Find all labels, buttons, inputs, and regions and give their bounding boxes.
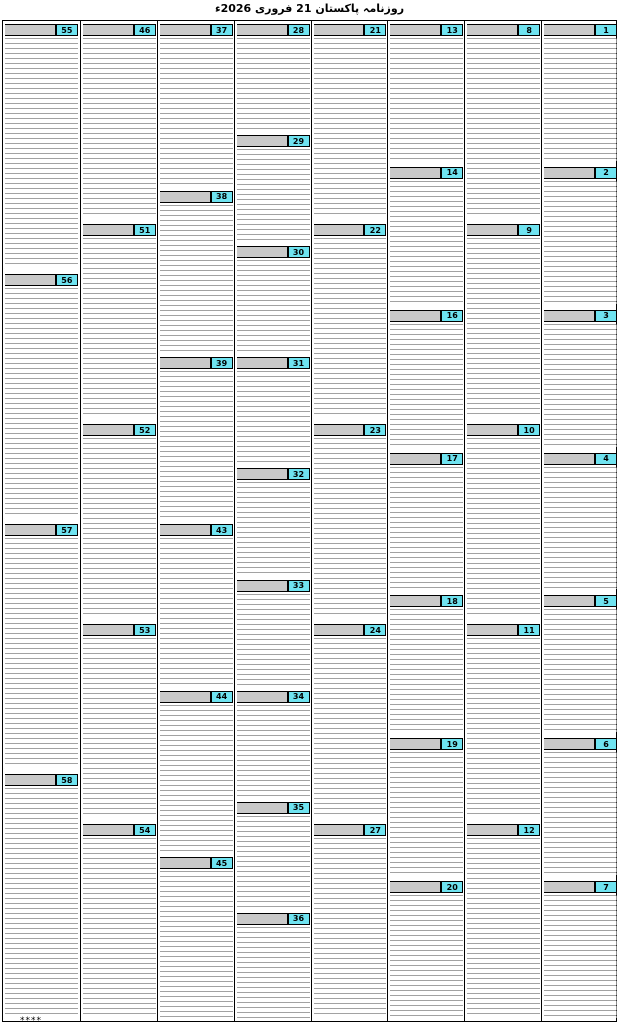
notice-header (237, 246, 310, 258)
notice-column (464, 21, 542, 1021)
notice-header (237, 913, 310, 925)
notice-header (314, 424, 387, 436)
notice-block (5, 274, 78, 518)
notice-header-bar (160, 857, 211, 869)
notice-block (237, 357, 310, 462)
notice-number: 27 (364, 824, 386, 836)
notice-header-bar (83, 24, 134, 36)
notice-header-bar (160, 357, 211, 369)
notice-block (467, 24, 540, 218)
notice-block (314, 24, 387, 218)
notice-block (467, 824, 540, 1018)
notice-header-bar (544, 738, 595, 750)
notice-body-text (467, 638, 540, 818)
notice-header-bar (390, 24, 441, 36)
notice-number: 44 (211, 691, 233, 703)
notice-block (237, 802, 310, 907)
notice-number: 43 (211, 524, 233, 536)
notice-block (467, 224, 540, 418)
notice-body-text (237, 705, 310, 796)
notice-header-bar (544, 310, 595, 322)
notice-block (237, 135, 310, 240)
notice-body-text (544, 181, 617, 304)
notice-header-bar (314, 624, 365, 636)
notice-header-bar (5, 24, 56, 36)
notice-header (467, 224, 540, 236)
notice-block (83, 424, 156, 618)
notice-body-text (237, 594, 310, 685)
notice-header-bar (544, 881, 595, 893)
notice-header (83, 424, 156, 436)
notice-body-text (467, 38, 540, 218)
notice-body-text (390, 38, 463, 161)
notice-block (544, 24, 617, 161)
notice-body-text (83, 438, 156, 618)
notice-header (390, 24, 463, 36)
notice-block (237, 24, 310, 129)
notice-header (390, 738, 463, 750)
notice-body-text (83, 38, 156, 218)
notice-number: 21 (364, 24, 386, 36)
notice-header-bar (160, 524, 211, 536)
notice-header-bar (237, 357, 288, 369)
notice-number: 34 (288, 691, 310, 703)
notice-number: 13 (441, 24, 463, 36)
notice-header (390, 881, 463, 893)
notice-header (5, 24, 78, 36)
notice-number: 28 (288, 24, 310, 36)
notice-number: 37 (211, 24, 233, 36)
notice-column (311, 21, 389, 1021)
notice-block (160, 191, 233, 352)
notice-column (387, 21, 465, 1021)
notice-body-text (160, 871, 233, 1018)
notice-column (157, 21, 235, 1021)
notice-block (314, 424, 387, 618)
notice-number: 56 (56, 274, 78, 286)
notice-body-text (390, 467, 463, 590)
notice-body-text (390, 752, 463, 875)
notice-header (467, 624, 540, 636)
notice-number: 36 (288, 913, 310, 925)
notice-body-text (544, 895, 617, 1018)
notice-header (467, 24, 540, 36)
notice-header-bar (237, 580, 288, 592)
notice-block (544, 453, 617, 590)
notice-header (83, 224, 156, 236)
notice-header-bar (5, 524, 56, 536)
notice-column (80, 21, 158, 1021)
notice-body-text (237, 260, 310, 351)
notice-header (390, 453, 463, 465)
notice-number: 33 (288, 580, 310, 592)
notice-body-text (390, 324, 463, 447)
notice-header (544, 881, 617, 893)
notice-number: 10 (518, 424, 540, 436)
notice-body-text (83, 838, 156, 1018)
notice-number: 1 (595, 24, 617, 36)
notice-header-bar (390, 167, 441, 179)
notice-block (160, 691, 233, 852)
notice-body-text (160, 205, 233, 352)
notice-number: 17 (441, 453, 463, 465)
notice-header-bar (467, 624, 518, 636)
notice-header-bar (237, 135, 288, 147)
notice-body-text (160, 538, 233, 685)
notice-header (390, 595, 463, 607)
notice-block (544, 738, 617, 875)
notice-block (314, 224, 387, 418)
notice-number: 30 (288, 246, 310, 258)
notice-header (544, 595, 617, 607)
notice-body-text (390, 181, 463, 304)
notice-header (5, 274, 78, 286)
classified-notices-page (2, 20, 617, 1022)
notice-number: 20 (441, 881, 463, 893)
notice-number: 45 (211, 857, 233, 869)
notice-body-text (467, 838, 540, 1018)
notice-number: 55 (56, 24, 78, 36)
notice-column (541, 21, 619, 1021)
notice-header-bar (237, 913, 288, 925)
notice-number: 7 (595, 881, 617, 893)
notice-body-text (83, 238, 156, 418)
notice-body-text (544, 38, 617, 161)
notice-body-text (544, 467, 617, 590)
notice-body-text (390, 609, 463, 732)
notice-header (390, 310, 463, 322)
notice-body-text (237, 38, 310, 129)
notice-header (467, 824, 540, 836)
notice-header-bar (237, 802, 288, 814)
notice-header-bar (237, 24, 288, 36)
notice-block (390, 24, 463, 161)
notice-header-bar (390, 738, 441, 750)
notice-number: 9 (518, 224, 540, 236)
notice-header (237, 691, 310, 703)
notice-block (160, 857, 233, 1018)
notice-block (160, 357, 233, 518)
notice-block (390, 453, 463, 590)
notice-number: 14 (441, 167, 463, 179)
notice-body-text (314, 38, 387, 218)
notice-number: 58 (56, 774, 78, 786)
notice-header (314, 824, 387, 836)
notice-number: 4 (595, 453, 617, 465)
notice-block (467, 424, 540, 618)
notice-body-text (237, 371, 310, 462)
notice-block (237, 691, 310, 796)
notice-block (544, 595, 617, 732)
notice-column (3, 21, 80, 1021)
notice-body-text (83, 638, 156, 818)
notice-block (390, 595, 463, 732)
notice-body-text (544, 752, 617, 875)
notice-header-bar (390, 310, 441, 322)
notice-header (544, 738, 617, 750)
notice-header (544, 310, 617, 322)
notice-header-bar (467, 24, 518, 36)
notice-number: 6 (595, 738, 617, 750)
notice-block (160, 24, 233, 185)
notice-block (390, 310, 463, 447)
notice-number: 22 (364, 224, 386, 236)
notice-number: 35 (288, 802, 310, 814)
notice-body-text (237, 482, 310, 573)
notice-number: 51 (134, 224, 156, 236)
notice-block (83, 24, 156, 218)
notice-body-text (5, 538, 78, 768)
notice-header-bar (390, 881, 441, 893)
notice-body-text (160, 705, 233, 852)
notice-header-bar (160, 24, 211, 36)
notice-body-text (467, 438, 540, 618)
notice-number: 5 (595, 595, 617, 607)
notice-block (83, 224, 156, 418)
notice-header (314, 624, 387, 636)
notice-header (237, 24, 310, 36)
notice-body-text (5, 788, 78, 1018)
notice-header (83, 24, 156, 36)
notice-number: 16 (441, 310, 463, 322)
notice-header (237, 357, 310, 369)
notice-body-text (544, 609, 617, 732)
notice-number: 2 (595, 167, 617, 179)
notice-number: 23 (364, 424, 386, 436)
notice-number: 19 (441, 738, 463, 750)
notice-number: 54 (134, 824, 156, 836)
notice-number: 57 (56, 524, 78, 536)
notice-body-text (314, 638, 387, 818)
notice-header (160, 357, 233, 369)
notice-block (390, 167, 463, 304)
notice-header-bar (83, 624, 134, 636)
notice-block (390, 738, 463, 875)
masthead-date: روزنامہ پاکستان 21 فروری 2026ء (214, 2, 405, 15)
notice-block (390, 881, 463, 1018)
notice-block (544, 310, 617, 447)
notice-block (237, 580, 310, 685)
notice-number: 8 (518, 24, 540, 36)
notice-header-bar (314, 824, 365, 836)
notice-number: 29 (288, 135, 310, 147)
notice-header-bar (390, 595, 441, 607)
notice-body-text (237, 816, 310, 907)
notice-header-bar (467, 824, 518, 836)
notice-header (390, 167, 463, 179)
notice-header-bar (237, 468, 288, 480)
notice-number: 39 (211, 357, 233, 369)
notice-block (314, 624, 387, 818)
notice-header-bar (314, 424, 365, 436)
notice-header-bar (160, 191, 211, 203)
notice-header (544, 453, 617, 465)
notice-header (237, 802, 310, 814)
notice-number: 52 (134, 424, 156, 436)
notice-header (5, 524, 78, 536)
notice-block (5, 774, 78, 1018)
notice-block (5, 24, 78, 268)
notice-header (237, 468, 310, 480)
notice-header-bar (544, 453, 595, 465)
notice-header-bar (467, 424, 518, 436)
notice-body-text (237, 927, 310, 1018)
notice-block (544, 167, 617, 304)
notice-number: 18 (441, 595, 463, 607)
notice-body-text (314, 838, 387, 1018)
notice-body-text (237, 149, 310, 240)
notice-header-bar (390, 453, 441, 465)
notice-header-bar (160, 691, 211, 703)
notice-number: 3 (595, 310, 617, 322)
notice-header (5, 774, 78, 786)
notice-header-bar (83, 824, 134, 836)
notice-header (237, 580, 310, 592)
notice-block (237, 913, 310, 1018)
notice-header-bar (467, 224, 518, 236)
notice-body-text (390, 895, 463, 1018)
notice-header-bar (83, 224, 134, 236)
notice-header-bar (544, 167, 595, 179)
notice-block (237, 246, 310, 351)
notice-header-bar (544, 595, 595, 607)
notice-number: 12 (518, 824, 540, 836)
notice-header (160, 691, 233, 703)
notice-header-bar (83, 424, 134, 436)
notice-block (314, 824, 387, 1018)
notice-header (83, 624, 156, 636)
notice-header (544, 24, 617, 36)
notice-number: 31 (288, 357, 310, 369)
notice-body-text (160, 371, 233, 518)
notice-body-text (5, 38, 78, 268)
notice-header-bar (5, 274, 56, 286)
notice-header (467, 424, 540, 436)
notice-header-bar (237, 691, 288, 703)
notice-block (544, 881, 617, 1018)
notice-number: 46 (134, 24, 156, 36)
notice-header (160, 24, 233, 36)
notice-column (234, 21, 312, 1021)
notice-body-text (314, 238, 387, 418)
notice-number: 32 (288, 468, 310, 480)
notice-header (314, 24, 387, 36)
notice-block (83, 824, 156, 1018)
notice-block (83, 624, 156, 818)
notice-number: 38 (211, 191, 233, 203)
footer-stars: **** (20, 1016, 42, 1026)
notice-header-bar (314, 24, 365, 36)
notice-block (237, 468, 310, 573)
notice-header (314, 224, 387, 236)
notice-header (544, 167, 617, 179)
notice-body-text (160, 38, 233, 185)
notice-header (83, 824, 156, 836)
notice-block (5, 524, 78, 768)
notice-block (160, 524, 233, 685)
notice-body-text (5, 288, 78, 518)
notice-header (237, 135, 310, 147)
notice-header (160, 191, 233, 203)
notice-body-text (314, 438, 387, 618)
notice-number: 53 (134, 624, 156, 636)
notice-body-text (467, 238, 540, 418)
notice-header-bar (237, 246, 288, 258)
notice-block (467, 624, 540, 818)
notice-header (160, 857, 233, 869)
notice-number: 11 (518, 624, 540, 636)
notice-header-bar (544, 24, 595, 36)
notice-number: 24 (364, 624, 386, 636)
notice-body-text (544, 324, 617, 447)
notice-header-bar (314, 224, 365, 236)
notice-header (160, 524, 233, 536)
notice-header-bar (5, 774, 56, 786)
